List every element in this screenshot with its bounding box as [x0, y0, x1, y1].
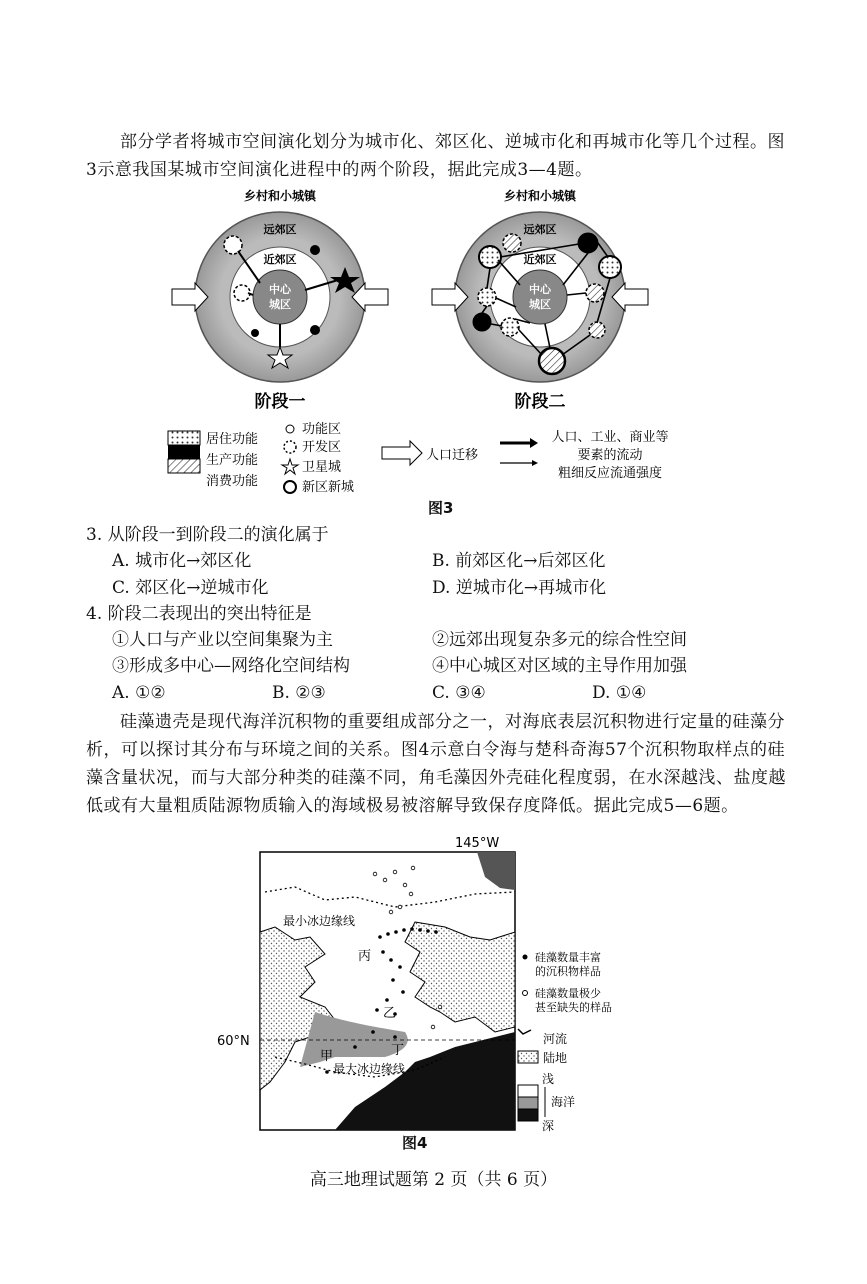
label-bing: 丙 — [358, 949, 372, 964]
legend-poor-2: 甚至缺失的样品 — [535, 1001, 612, 1014]
question-4-option-a[interactable]: A. ①② — [112, 683, 166, 703]
legend-poor-1: 硅藻数量极少 — [535, 987, 601, 1000]
stage-1-diagram — [172, 188, 388, 412]
legend-production: 生产功能 — [206, 453, 259, 468]
stage-2-diagram — [432, 188, 648, 412]
inner-suburb-label: 近郊区 — [263, 253, 297, 266]
center-label-2b: 城区 — [529, 298, 551, 311]
latitude-label: 60°N — [217, 1034, 250, 1049]
min-ice-edge-label: 最小冰边缘线 — [283, 914, 356, 928]
intro-paragraph-1: 部分学者将城市空间演化划分为城市化、郊区化、逆城市化和再城市化等几个过程。图3示意我国某城市空间演化进程中的两个阶段，据此完成3—4题。 — [86, 132, 785, 180]
question-3-stem: 3. 从阶段一到阶段二的演化属于 — [86, 525, 329, 545]
question-4-statement-4: ④中心城区对区域的主导作用加强 — [432, 656, 687, 676]
question-3-option-b[interactable]: B. 前郊区化→后郊区化 — [432, 551, 606, 571]
question-3-option-a[interactable]: A. 城市化→郊区化 — [112, 551, 252, 571]
center-label-2: 城区 — [269, 298, 291, 311]
figure-4 — [215, 832, 655, 1132]
max-ice-edge-label: 最大冰边缘线 — [333, 1062, 406, 1076]
legend-flow-1: 人口、工业、商业等 — [551, 430, 669, 445]
rural-label-2: 乡村和小城镇 — [503, 189, 577, 203]
question-4-statement-2: ②远郊出现复杂多元的综合性空间 — [432, 630, 687, 650]
center-label-2a: 中心 — [529, 283, 551, 296]
intro-paragraph-2: 硅藻遗壳是现代海洋沉积物的重要组成部分之一，对海底表层沉积物进行定量的硅藻分析，可以探讨其分布与环境之间的关系。图4示意白令海与楚科奇海57个沉积物取样点的硅藻含量状况，而与大部分种类的硅藻不同，角毛藻因外壳硅化程度弱，在水深越浅、盐度越低或有大量粗质陆源物质输入的海域极易被溶解导致保存度降低。据此完成5—6题。 — [86, 712, 786, 816]
legend-land: 陆地 — [543, 1051, 568, 1065]
inner-suburb-label-2: 近郊区 — [523, 253, 557, 266]
legend-residential: 居住功能 — [206, 432, 259, 447]
legend-shallow: 浅 — [542, 1072, 555, 1086]
legend-satellite-city: 卫星城 — [302, 460, 342, 475]
center-label-1: 中心 — [269, 283, 291, 296]
legend-deep: 深 — [542, 1119, 555, 1132]
legend-flow-2: 要素的流动 — [577, 448, 643, 463]
legend-migration: 人口迁移 — [426, 448, 479, 463]
legend-development-zone: 开发区 — [302, 440, 342, 455]
legend-functional-area: 功能区 — [302, 422, 342, 437]
label-ding: 丁 — [391, 1043, 405, 1058]
figure-4-legend — [518, 950, 612, 1132]
longitude-label: 145°W — [455, 836, 500, 851]
outer-suburb-label: 远郊区 — [263, 223, 297, 236]
page-footer: 高三地理试题第 2 页（共 6 页） — [309, 1170, 558, 1190]
question-4-option-c[interactable]: C. ③④ — [432, 683, 486, 703]
legend-rich-2: 的沉积物样品 — [535, 965, 601, 978]
legend-new-district: 新区新城 — [302, 480, 355, 495]
legend-river: 河流 — [543, 1032, 568, 1046]
figure-3 — [160, 185, 700, 495]
question-4-stem: 4. 阶段二表现出的突出特征是 — [86, 604, 312, 624]
legend-flow-3: 粗细反应流通强度 — [557, 466, 663, 481]
label-jia: 甲 — [320, 1049, 334, 1064]
question-3-option-d[interactable]: D. 逆城市化→再城市化 — [432, 578, 607, 598]
question-4-option-d[interactable]: D. ①④ — [592, 683, 647, 703]
figure-3-legend — [168, 421, 669, 495]
legend-rich-1: 硅藻数量丰富 — [535, 951, 601, 964]
stage-1-label: 阶段一 — [254, 392, 306, 412]
question-4-option-b[interactable]: B. ②③ — [272, 683, 326, 703]
figure-4-caption: 图4 — [402, 1134, 428, 1152]
rural-label: 乡村和小城镇 — [243, 189, 317, 203]
outer-suburb-label-2: 远郊区 — [523, 223, 557, 236]
label-yi: 乙 — [383, 1006, 397, 1021]
question-3-option-c[interactable]: C. 郊区化→逆城市化 — [112, 578, 269, 598]
figure-3-caption: 图3 — [428, 499, 454, 517]
legend-consumption: 消费功能 — [206, 474, 259, 489]
question-4-statement-1: ①人口与产业以空间集聚为主 — [112, 630, 333, 650]
legend-ocean: 海洋 — [551, 1095, 576, 1109]
stage-2-label: 阶段二 — [514, 392, 566, 412]
question-4-statement-3: ③形成多中心—网络化空间结构 — [112, 656, 350, 676]
